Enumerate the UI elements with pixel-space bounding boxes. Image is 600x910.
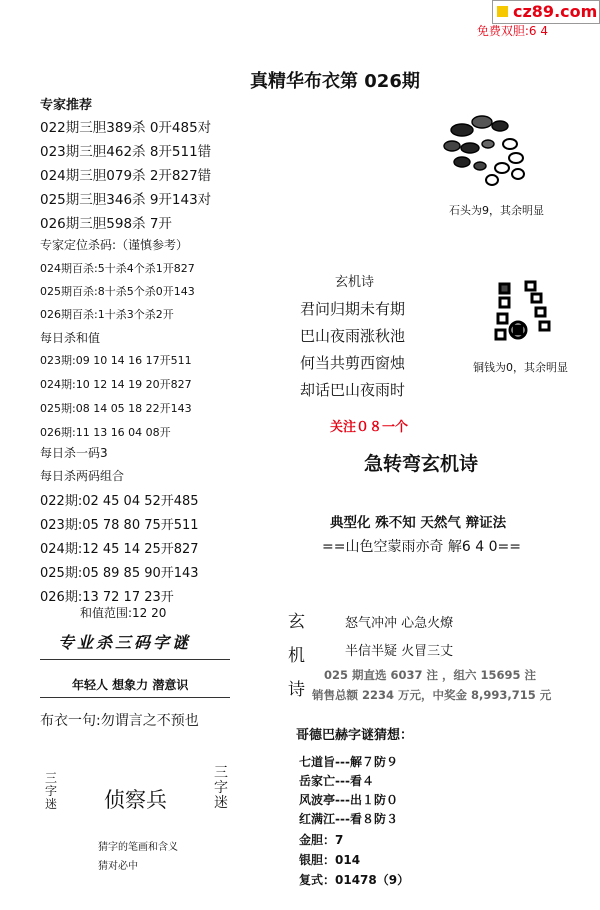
list-item: 022期:02 45 04 52开485 bbox=[40, 494, 199, 509]
list-item: 025期三胆346杀 9开143对 bbox=[40, 192, 212, 208]
site-logo[interactable] bbox=[492, 0, 600, 24]
list-item: 复式：01478（9） bbox=[299, 873, 410, 887]
expert-heading: 专家推荐 bbox=[40, 98, 93, 113]
riddle-hint: 猜对必中 bbox=[98, 861, 138, 872]
riddle-hint: 猜字的笔画和含义 bbox=[98, 842, 178, 853]
list-item: 七道旨---解７防９ bbox=[299, 755, 398, 769]
position-kill-heading: 专家定位杀码:（谨慎参考） bbox=[40, 238, 189, 252]
sales-line1: 025 期直选 6037 注 ，组六 15695 注 bbox=[324, 668, 537, 682]
divider bbox=[40, 659, 230, 660]
list-item: 024期:12 45 14 25开827 bbox=[40, 542, 199, 557]
list-item: 026期:11 13 16 04 08开 bbox=[40, 426, 171, 439]
list-item: 026期百杀:1十杀3个杀2开 bbox=[40, 308, 174, 321]
riddle-tag-left: 三 字 迷 bbox=[44, 771, 57, 811]
list-item: 红满江---看８防３ bbox=[299, 812, 398, 826]
riddle-tag-right: 三 字 迷 bbox=[214, 765, 228, 811]
list-item: 岳家亡---看４ bbox=[299, 774, 374, 788]
list-item: 025期百杀:8十杀5个杀0开143 bbox=[40, 285, 195, 298]
riddle-heading: 专业杀三码字谜 bbox=[58, 633, 192, 652]
logo-square-icon bbox=[497, 6, 508, 17]
list-item: 026期三胆598杀 7开 bbox=[40, 216, 172, 232]
gode-heading: 哥德巴赫字谜猜想： bbox=[296, 728, 414, 743]
stones-icon bbox=[440, 110, 535, 190]
list-item: 银胆：014 bbox=[299, 853, 361, 867]
riddle-word: 侦察兵 bbox=[104, 788, 167, 812]
sales-line2: 销售总额 2234 万元，中奖金 8,993,715 元 bbox=[312, 688, 552, 702]
poem-line: 君问归期未有期 bbox=[300, 300, 406, 318]
list-item: 022期三胆389杀 0开485对 bbox=[40, 120, 212, 136]
logo-text: cz89.com bbox=[513, 2, 598, 21]
riddle-sub: 年轻人 想象力 潜意识 bbox=[72, 678, 189, 692]
xuanji-line1: 怒气冲冲 心急火燎 bbox=[345, 616, 454, 631]
stone-caption: 石头为9，其余明显 bbox=[449, 204, 544, 217]
poem-line: 却话巴山夜雨时 bbox=[300, 381, 406, 399]
daily-sum-heading: 每日杀和值 bbox=[40, 331, 101, 345]
turn-line2: ==山色空蒙雨亦奇 解6 4 0== bbox=[322, 539, 521, 555]
turn-line1: 典型化 殊不知 天然气 辩证法 bbox=[330, 515, 507, 531]
list-item: 025期:05 89 85 90开143 bbox=[40, 566, 199, 581]
list-item: 024期:10 12 14 19 20开827 bbox=[40, 378, 192, 391]
daily-two-heading: 每日杀两码组合 bbox=[40, 469, 125, 483]
coins-icon bbox=[488, 270, 558, 348]
poem-heading: 玄机诗 bbox=[335, 275, 375, 290]
list-item: 024期百杀:5十杀4个杀1开827 bbox=[40, 262, 195, 275]
list-item: 026期:13 72 17 23开 bbox=[40, 590, 174, 605]
list-item: 023期三胆462杀 8开511错 bbox=[40, 144, 212, 160]
poem-line: 何当共剪西窗烛 bbox=[300, 354, 406, 372]
xuanji-line2: 半信半疑 火冒三丈 bbox=[345, 644, 454, 659]
turn-heading: 急转弯玄机诗 bbox=[364, 453, 479, 475]
list-item: 024期三胆079杀 2开827错 bbox=[40, 168, 212, 184]
page-title: 真精华布衣第 026期 bbox=[250, 71, 420, 92]
coin-caption: 铜钱为0，其余明显 bbox=[473, 361, 568, 374]
poem-line: 巴山夜雨涨秋池 bbox=[300, 327, 406, 345]
list-item: 023期:05 78 80 75开511 bbox=[40, 518, 199, 533]
xuanji-tag: 玄 机 诗 bbox=[288, 612, 305, 700]
free-pair: 免费双胆:6 4 bbox=[476, 24, 548, 38]
list-item: 023期:09 10 14 16 17开511 bbox=[40, 354, 192, 367]
list-item: 025期:08 14 05 18 22开143 bbox=[40, 402, 192, 415]
saying: 布衣一句:勿谓言之不预也 bbox=[40, 713, 199, 729]
list-item: 风波亭---出１防０ bbox=[299, 793, 398, 807]
daily-kill-one: 每日杀一码3 bbox=[40, 446, 108, 460]
sum-range: 和值范围:12 20 bbox=[80, 606, 167, 620]
divider bbox=[40, 697, 230, 698]
list-item: 金胆：7 bbox=[299, 833, 344, 847]
focus-note: 关注０８一个 bbox=[330, 420, 409, 435]
